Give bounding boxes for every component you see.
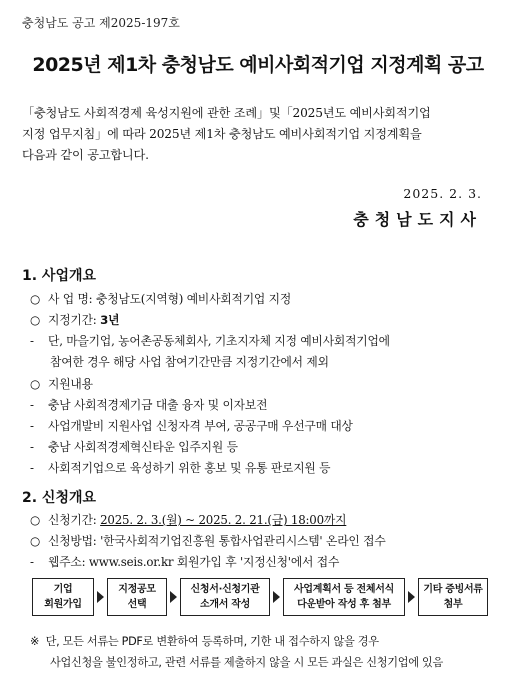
- intro-paragraph: [22, 103, 496, 166]
- support-text: 사회적기업으로 육성하기 위한 홍보 및 유통 판로지원 등: [48, 461, 331, 475]
- exception-line-2: 참여한 경우 해당 사업 참여기간만큼 지정기간에서 제외: [50, 355, 329, 369]
- flow-step-select-contest: [107, 578, 167, 616]
- intro-line-3: 다음과 같이 공고합니다.: [22, 148, 149, 162]
- arrow-right-icon: [97, 591, 104, 603]
- dash-mark: -: [30, 334, 34, 348]
- method-text: 신청방법: '한국사회적기업진흥원 통합사업관리시스템' 온라인 접수: [48, 534, 386, 548]
- flow-step-line-1: 사업계획서 등 전체서식: [294, 584, 394, 595]
- apply-period-label: 신청기간:: [48, 513, 101, 527]
- support-list-item: [30, 417, 353, 434]
- flow-step-line-1: 기타 증빙서류: [423, 584, 483, 595]
- flow-step-line-2: 다운받아 작성 후 첨부: [297, 599, 391, 610]
- dash-mark: -: [30, 555, 34, 569]
- method-item: [30, 532, 386, 549]
- support-text: 충남 사회적경제기금 대출 융자 및 이자보전: [48, 398, 268, 412]
- page-title: 2025년 제1차 충청남도 예비사회적기업 지정계획 공고: [32, 54, 484, 76]
- support-label: 지원내용: [48, 377, 93, 391]
- dash-mark: -: [30, 398, 34, 412]
- apply-period-item: [30, 511, 346, 528]
- arrow-right-icon: [170, 591, 177, 603]
- apply-period-value: 2025. 2. 3.(월) ~ 2025. 2. 21.(금) 18:00까지: [100, 513, 347, 527]
- dash-mark: -: [30, 461, 34, 475]
- support-item: [30, 375, 93, 392]
- period-value: 3년: [100, 313, 120, 327]
- exception-item: [30, 332, 390, 349]
- flow-step-member-signup: [32, 578, 94, 616]
- bullet-mark: ○: [30, 377, 41, 391]
- arrow-right-icon: [273, 591, 280, 603]
- notice-number: 충청남도 공고 제2025-197호: [22, 16, 180, 30]
- arrow-right-icon: [408, 591, 415, 603]
- intro-line-1: 「충청남도 사회적경제 육성지원에 관한 조례」및「2025년도 예비사회적기업: [22, 106, 431, 120]
- note-line-2: 사업신청을 불인정하고, 관련 서류를 제출하지 않을 시 모든 과실은 신청기업에 있음: [50, 656, 444, 669]
- bullet-mark: ○: [30, 513, 41, 527]
- support-list-item: [30, 459, 330, 476]
- flow-step-line-1: 신청서·신청기관: [190, 584, 260, 595]
- flow-step-application-form: [180, 578, 270, 616]
- note-text-1: 단, 모든 서류는 PDF로 변환하여 등록하며, 기한 내 접수하지 않을 경우: [45, 635, 379, 648]
- support-text: 사업개발비 지원사업 신청자격 부여, 공공구매 우선구매 대상: [48, 419, 353, 433]
- website-text: 웹주소: www.seis.or.kr 회원가입 후 '지정신청'에서 접수: [48, 555, 340, 569]
- flow-step-line-2: 첨부: [443, 599, 463, 610]
- note-mark: ※: [30, 635, 40, 648]
- bullet-mark: ○: [30, 313, 41, 327]
- section-1-heading: 1. 사업개요: [22, 268, 97, 284]
- signer: 충청남도지사: [353, 210, 482, 229]
- intro-line-2: 지정 업무지침」에 따라 2025년 제1차 충청남도 예비사회적기업 지정계획을: [22, 127, 422, 141]
- flow-step-line-1: 기업: [53, 584, 73, 595]
- flow-step-line-2: 선택: [127, 599, 147, 610]
- flow-step-line-1: 지정공모: [118, 584, 156, 595]
- bullet-mark: ○: [30, 534, 41, 548]
- flow-step-supporting-docs: [418, 578, 488, 616]
- flow-step-line-2: 소개서 작성: [200, 599, 250, 610]
- business-name-text: 사 업 명: 충청남도(지역형) 예비사회적기업 지정: [48, 292, 292, 306]
- flow-step-line-2: 회원가입: [44, 599, 82, 610]
- website-item: [30, 553, 339, 570]
- support-list-item: [30, 438, 238, 455]
- support-text: 충남 사회적경제혁신타운 입주지원 등: [48, 440, 238, 454]
- dash-mark: -: [30, 419, 34, 433]
- dash-mark: -: [30, 440, 34, 454]
- business-name-item: [30, 290, 291, 307]
- bullet-mark: ○: [30, 292, 41, 306]
- period-item: [30, 311, 119, 328]
- notice-date: 2025. 2. 3.: [403, 186, 482, 201]
- exception-line-1: 단, 마을기업, 농어촌공동체회사, 기초지자체 지정 예비사회적기업에: [48, 334, 390, 348]
- section-2-heading: 2. 신청개요: [22, 490, 97, 506]
- period-label: 지정기간:: [48, 313, 101, 327]
- flow-step-business-plan: [283, 578, 405, 616]
- application-flow: [30, 578, 490, 618]
- support-list-item: [30, 396, 267, 413]
- note-line-1: [30, 633, 379, 649]
